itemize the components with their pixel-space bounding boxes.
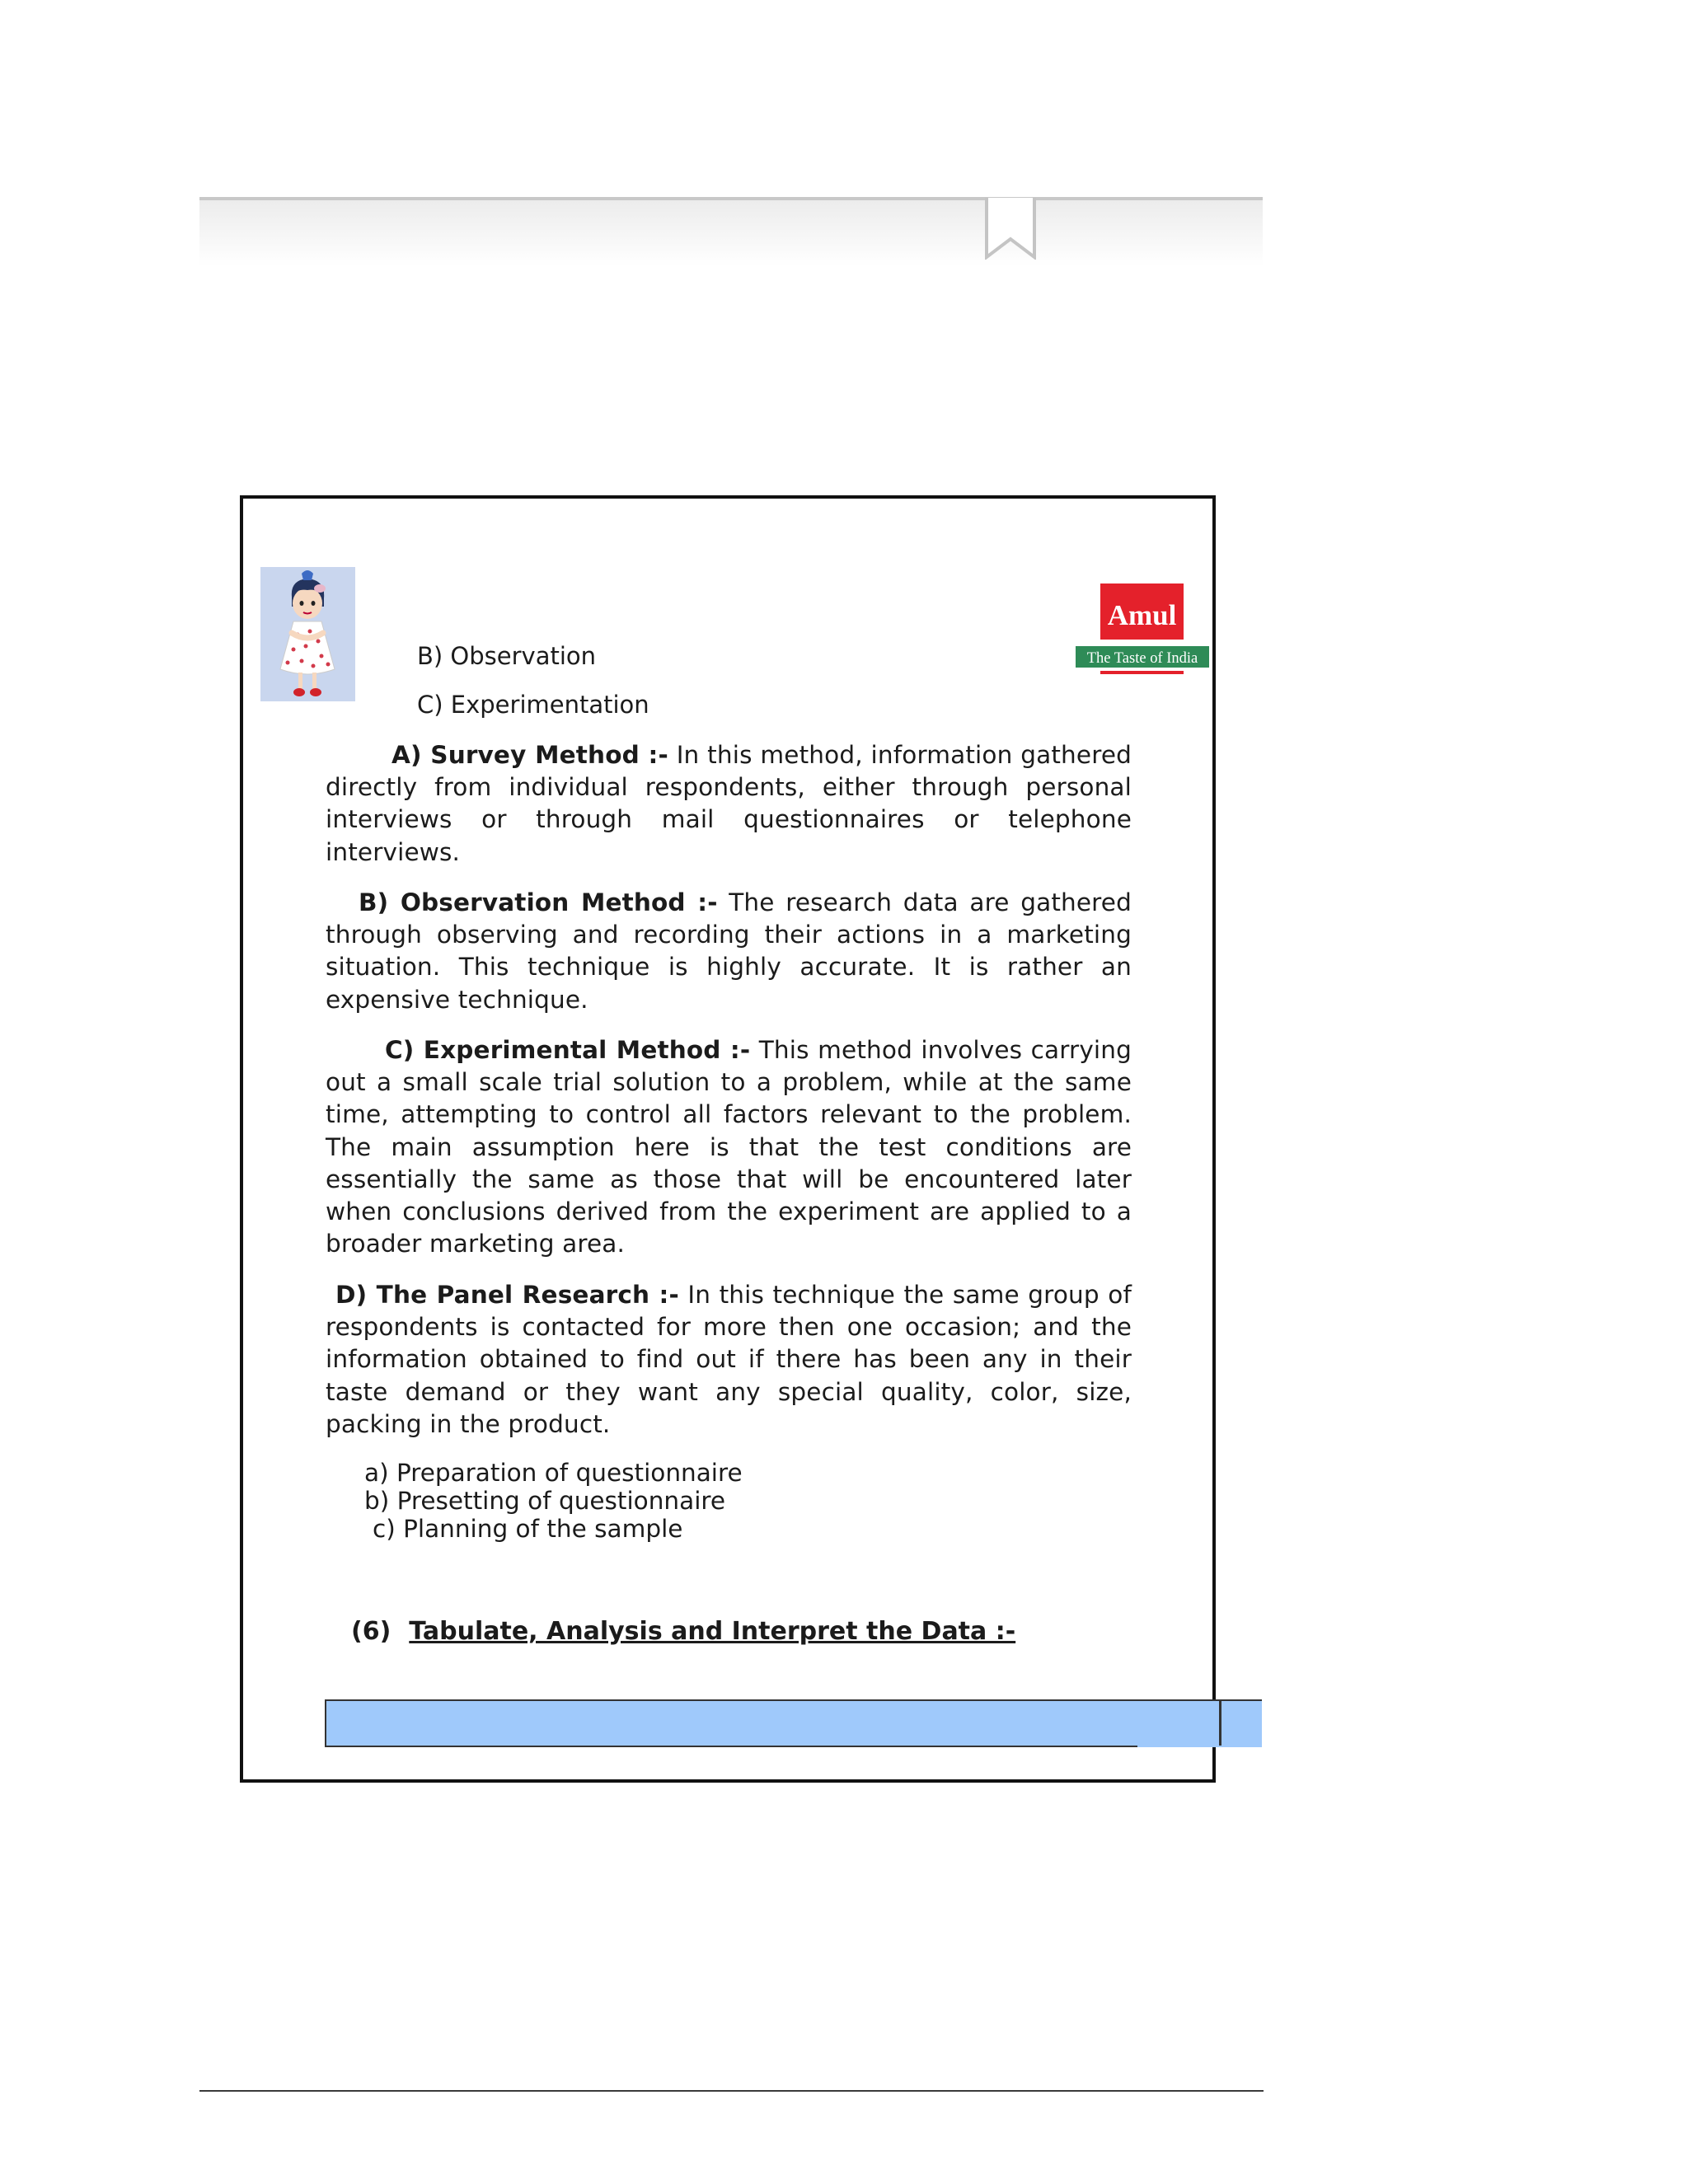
step-item-b: b) Presetting of questionnaire (364, 1487, 726, 1515)
list-item-observation: B) Observation (417, 642, 597, 670)
panel-research-label: D) The Panel Research :- (335, 1281, 679, 1309)
step-item-a: a) Preparation of questionnaire (364, 1459, 743, 1487)
bookmark-icon[interactable] (983, 198, 1038, 260)
page-bottom-separator (199, 2090, 1264, 2092)
panel-research-text: In this technique the same group of respondents is contacted for more then one occasion; and the information obtained to find out if there has been any in their taste demand or they want any special quality, color, size, packing in the product. (326, 1281, 1132, 1438)
highlighted-text-box[interactable] (325, 1699, 1262, 1747)
amul-logo (1076, 583, 1209, 676)
steps-list (364, 1459, 743, 1543)
section-number: (6) (351, 1617, 392, 1646)
survey-method-text: In this method, information gathered directly from individual respondents, either through personal interviews or through mail questionnaires or telephone interviews. (326, 741, 1132, 866)
highlight-bottom-edge (1137, 1746, 1262, 1747)
paragraph-panel-research (326, 1279, 1132, 1441)
section-title: Tabulate, Analysis and Interpret the Data :- (409, 1617, 1016, 1646)
observation-method-label: B) Observation Method :- (359, 888, 718, 916)
highlight-frame-edge (1219, 1699, 1221, 1747)
experimental-method-text: This method involves carrying out a small scale trial solution to a problem, while at the same time, attempting to control all factors relevant to the problem. The main assumption here is that the test conditions are essentially the same as those that will be encountered later when conclusions derived from the experiment are applied to a broader marketing area. (326, 1036, 1132, 1258)
list-item-experimentation: C) Experimentation (417, 691, 649, 719)
step-item-c: c) Planning of the sample (373, 1515, 683, 1543)
logo-tagline-text: The Taste of India (1086, 650, 1198, 667)
logo-brand-text: Amul (1107, 599, 1177, 631)
survey-method-label: A) Survey Method :- (392, 741, 668, 769)
page-top-shadow (199, 200, 1263, 266)
paragraph-experimental-method (326, 1034, 1132, 1260)
section-heading (351, 1617, 1015, 1646)
observation-method-text: The research data are gathered through observing and recording their actions in a marketing situation. This technique is highly accurate. It is rather an expensive technique. (326, 888, 1132, 1014)
paragraph-survey-method (326, 739, 1132, 869)
paragraph-observation-method (326, 887, 1132, 1016)
amul-girl-mascot-image (260, 567, 355, 701)
experimental-method-label: C) Experimental Method :- (385, 1036, 751, 1064)
